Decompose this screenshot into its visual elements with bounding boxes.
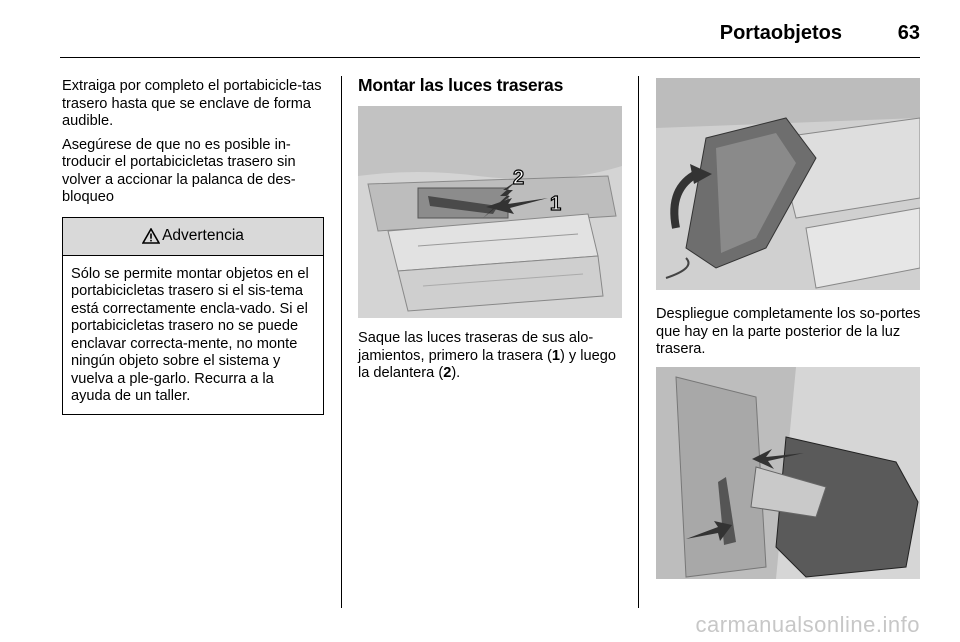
caption-remove-lights <box>358 330 624 383</box>
tail-light-removal-photo <box>358 106 622 318</box>
callout-2: 2 <box>513 167 525 189</box>
warning-title: Advertencia <box>162 227 244 244</box>
warning-box <box>62 217 324 415</box>
tail-light-unfold-photo <box>656 78 920 290</box>
page-header <box>60 18 920 58</box>
column-divider-1 <box>341 76 342 608</box>
paragraph-extract: Extraiga por completo el portabicicle-tas trasero hasta que se enclave de forma audible. <box>62 78 322 129</box>
column-3 <box>656 78 922 579</box>
caption-part-2: ) y luego la delantera ( <box>358 347 616 381</box>
callout-1: 1 <box>550 193 562 215</box>
column-divider-2 <box>638 76 639 608</box>
column-2 <box>358 75 624 389</box>
tail-light-support-photo <box>656 367 920 579</box>
warning-triangle-icon <box>142 228 160 244</box>
caption-number-1: 1 <box>551 347 560 364</box>
column-1 <box>62 78 324 415</box>
page-number: 63 <box>897 22 920 44</box>
caption-unfold-supports: Despliegue completamente los so-portes que hay en la parte posterior de la luz trasera. <box>656 306 921 357</box>
warning-header <box>63 218 323 256</box>
watermark: carmanualsonline.info <box>695 612 920 637</box>
caption-number-2: 2 <box>443 365 452 381</box>
warning-text: Sólo se permite montar objetos en el portabicicletas trasero si el sis-tema está correctamente encla-vado. Si el portabicicletas trasero no se puede enclavar correcta-mente, no monte ningún objeto sobre el sistema y vuelva a ple-garlo. Recurra a la ayuda de un taller. <box>71 265 309 404</box>
caption-part-1: Saque las luces traseras de sus alo-jamientos, primero la trasera ( <box>358 330 594 364</box>
section-heading: Montar las luces traseras <box>358 75 564 95</box>
page-title: Portaobjetos <box>719 22 842 44</box>
paragraph-ensure: Asegúrese de que no es posible in-troducir el portabicicletas trasero sin volver a accionar la palanca de des-bloqueo <box>62 136 296 205</box>
caption-part-3: ). <box>451 365 461 381</box>
